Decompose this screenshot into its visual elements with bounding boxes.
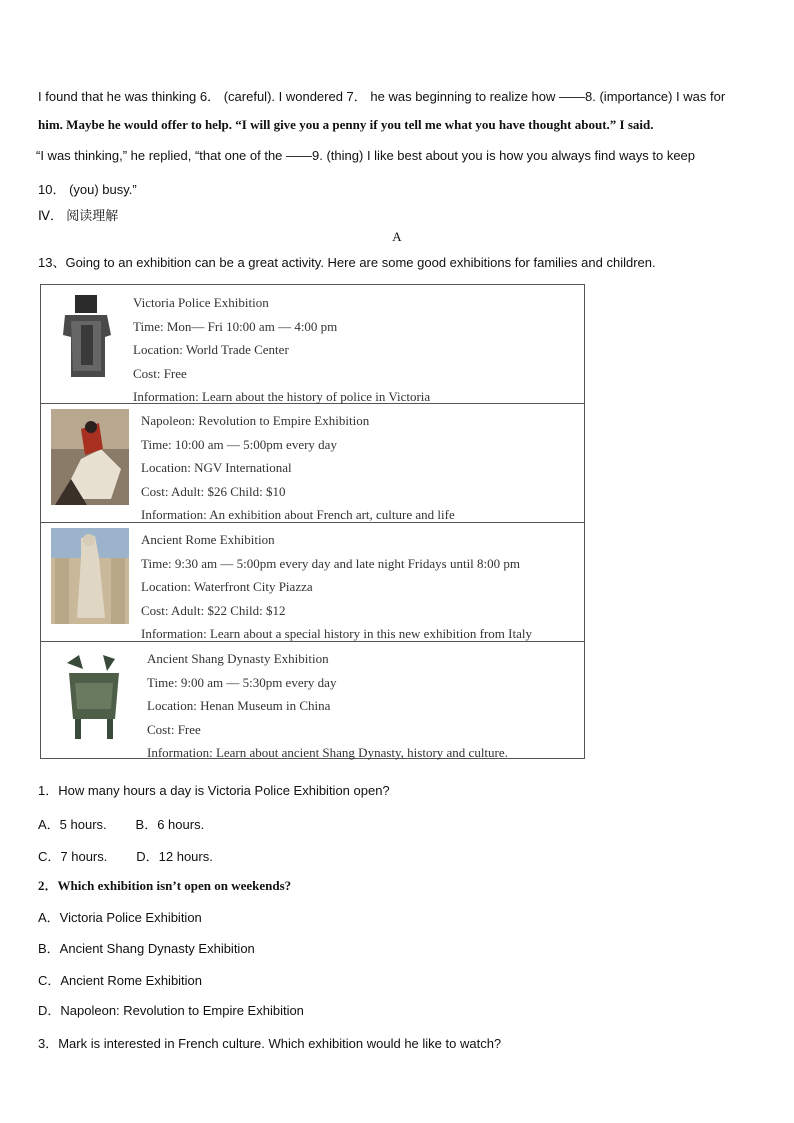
exhibition-time: Time: 10:00 am — 5:00pm every day xyxy=(141,436,337,452)
question-2-stem: 2．Which exhibition isn’t open on weekends? xyxy=(38,878,292,893)
exhibition-row xyxy=(41,641,584,758)
exhibition-row xyxy=(41,285,584,404)
exhibition-row xyxy=(41,403,584,523)
exhibition-cost: Cost: Free xyxy=(147,721,201,737)
exhibition-table xyxy=(40,284,585,759)
question-1-options-ab: A．5 hours. B．6 hours. xyxy=(38,817,205,832)
passage-line-2: him. Maybe he would offer to help. “I will give you a penny if you tell me what you have thought about.” I said. xyxy=(38,117,654,132)
exhibition-information: Information: Learn about a special history in this new exhibition from Italy xyxy=(141,626,532,641)
exhibition-time: Time: Mon— Fri 10:00 am — 4:00 pm xyxy=(133,318,338,334)
exhibition-name: Napoleon: Revolution to Empire Exhibition xyxy=(141,413,370,428)
exhibition-information: Information: An exhibition about French art, culture and life xyxy=(141,507,455,522)
exhibition-location: Location: Henan Museum in China xyxy=(147,698,331,713)
passage-line-3: “I was thinking,” he replied, “that one of the ——9. (thing) I like best about you is how you always find ways to keep xyxy=(36,148,696,163)
section-heading: Ⅳ． 阅读理解 xyxy=(38,208,119,223)
question-1-options-cd: C．7 hours. D．12 hours. xyxy=(38,849,213,864)
napoleon-painting-icon xyxy=(51,409,129,505)
exhibition-information: Information: Learn about ancient Shang Dynasty, history and culture. xyxy=(147,745,508,760)
passage-line-4: 10． (you) busy.” xyxy=(38,182,137,197)
exhibition-cost: Cost: Adult: $26 Child: $10 xyxy=(141,483,286,499)
exhibition-cost: Cost: Free xyxy=(133,365,187,381)
exhibition-row xyxy=(41,522,584,642)
police-armor-icon xyxy=(51,291,129,387)
exhibition-location: Location: NGV International xyxy=(141,460,292,475)
exhibition-location: Location: World Trade Center xyxy=(133,342,289,357)
passage-line-1: I found that he was thinking 6． (careful). I wondered 7． he was beginning to realize how ——8. (importance) I was for xyxy=(38,89,726,104)
exhibition-location: Location: Waterfront City Piazza xyxy=(141,579,313,594)
part-label: A xyxy=(392,229,402,244)
roman-statue-icon xyxy=(51,528,129,624)
question-2-option-b: B．Ancient Shang Dynasty Exhibition xyxy=(38,941,255,956)
exhibition-time: Time: 9:00 am — 5:30pm every day xyxy=(147,674,337,690)
bronze-vessel-icon xyxy=(55,649,133,745)
exhibition-time: Time: 9:30 am — 5:00pm every day and late night Fridays until 8:00 pm xyxy=(141,555,521,571)
question-2-option-c: C．Ancient Rome Exhibition xyxy=(38,973,203,988)
question-intro: 13、Going to an exhibition can be a great activity. Here are some good exhibitions for families and children. xyxy=(38,255,656,270)
question-2-option-d: D．Napoleon: Revolution to Empire Exhibition xyxy=(38,1003,304,1018)
exhibition-information: Information: Learn about the history of police in Victoria xyxy=(133,389,431,404)
exhibition-name: Victoria Police Exhibition xyxy=(133,295,269,310)
exhibition-cost: Cost: Adult: $22 Child: $12 xyxy=(141,602,286,618)
exhibition-name: Ancient Rome Exhibition xyxy=(141,532,275,547)
question-2-option-a: A．Victoria Police Exhibition xyxy=(38,910,202,925)
question-3-stem: 3．Mark is interested in French culture. Which exhibition would he like to watch? xyxy=(38,1036,502,1051)
question-1-stem: 1．How many hours a day is Victoria Police Exhibition open? xyxy=(38,783,390,798)
exhibition-name: Ancient Shang Dynasty Exhibition xyxy=(147,651,329,666)
